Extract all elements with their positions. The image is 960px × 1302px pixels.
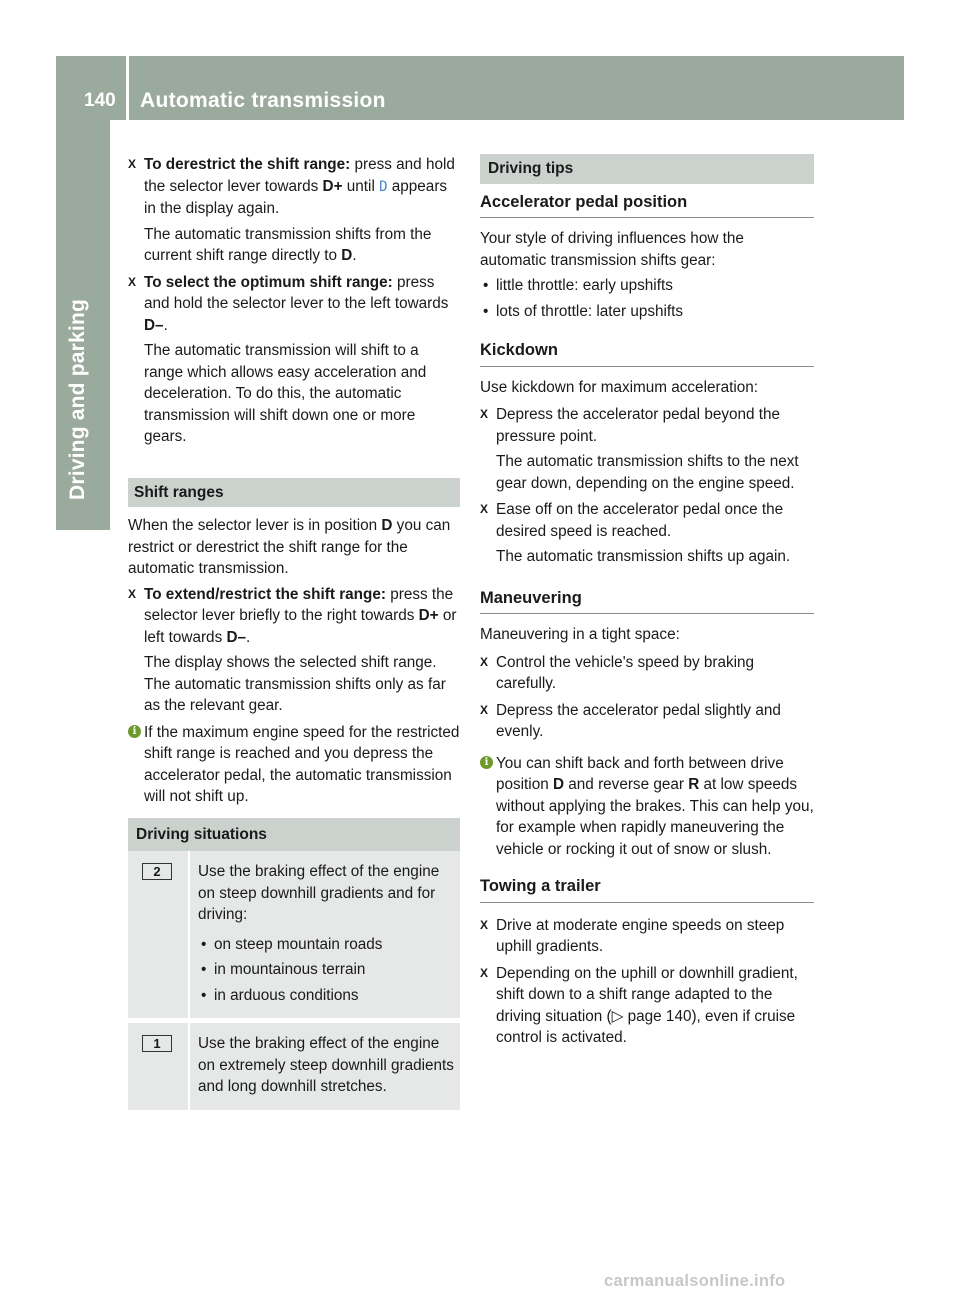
page-title: Automatic transmission	[140, 89, 386, 112]
list-item: • lots of throttle: later upshifts	[483, 302, 684, 320]
step-arrow-icon: X	[128, 157, 137, 171]
watermark: carmanualsonline.info	[604, 1272, 786, 1290]
step-maneuvering-1: X Control the vehicle's speed by braking carefully.	[480, 653, 755, 692]
info-note-maneuvering: i You can shift back and forth between drive position D and reverse gear R at low speeds without applying the brakes. This can help you, for example when rapidly maneuvering the vehicle or rocking it out of snow or slush.	[480, 753, 814, 861]
section-bar-driving-tips: Driving tips	[480, 154, 814, 184]
table-row: 2 Use the braking effect of the engine on steep downhill gradients and for driving: • on steep mountain roads • in mountainous terrain • in arduous conditions	[128, 851, 460, 1021]
info-icon: i	[128, 725, 141, 738]
step-extend-restrict: X To extend/restrict the shift range: press the selector lever briefly to the right towards D+ or left towards D–. The display shows the selected shift range. The automatic transmission shifts only as far as the relevant gear.	[128, 585, 457, 714]
driving-situations-table	[128, 818, 460, 1110]
display-symbol: D	[379, 178, 388, 195]
step-maneuvering-2: X Depress the accelerator pedal slightly and evenly.	[480, 701, 781, 740]
table-header: Driving situations	[128, 818, 460, 852]
page-header	[56, 56, 904, 120]
section-bar-shift-ranges: Shift ranges	[128, 478, 460, 508]
info-note-shift-ranges: i If the maximum engine speed for the restricted shift range is reached and you depress the accelerator pedal, the automatic transmission will not shift up.	[128, 722, 460, 808]
list-item: • in mountainous terrain	[201, 961, 366, 978]
side-tab-label: Driving and parking	[66, 299, 89, 500]
page-ref-arrow-icon: ▷	[611, 1007, 624, 1025]
page-number: 140	[84, 90, 116, 111]
step-arrow-icon: X	[480, 965, 489, 980]
step-arrow-icon: X	[480, 654, 489, 669]
list-item: • little throttle: early upshifts	[483, 277, 673, 294]
header-divider	[126, 56, 129, 120]
gear-2-key-icon: 2	[142, 863, 172, 880]
gear-1-key-icon: 1	[142, 1035, 172, 1052]
step-arrow-icon: X	[128, 274, 137, 289]
heading-towing: Towing a trailer	[480, 876, 814, 903]
heading-kickdown: Kickdown	[480, 340, 814, 367]
info-icon: i	[480, 756, 493, 769]
heading-accelerator: Accelerator pedal position	[480, 192, 814, 219]
table-row: 1 Use the braking effect of the engine on extremely steep downhill gradients and long downhill stretches.	[128, 1021, 460, 1110]
step-arrow-icon: X	[480, 407, 489, 421]
side-tab	[56, 120, 110, 530]
left-column	[128, 154, 460, 1110]
step-optimum: X To select the optimum shift range: press and hold the selector lever to the left towards D–. The automatic transmission will shift to a range which allows easy acceleration and deceleration. To do this, the automatic transmission will shift down one or more gears.	[128, 273, 449, 445]
step-derestrict: X To derestrict the shift range: press and hold the selector lever towards D+ until D appears in the display again. The automatic transmission shifts from the current shift range directly to D.	[128, 156, 455, 264]
list-item: • in arduous conditions	[201, 986, 359, 1004]
step-towing-1: X Drive at moderate engine speeds on steep uphill gradients.	[480, 916, 785, 955]
step-arrow-icon: X	[128, 586, 137, 601]
shift-ranges-intro: When the selector lever is in position D you can restrict or derestrict the shift range for the automatic transmission.	[128, 517, 451, 577]
step-arrow-icon: X	[480, 917, 489, 932]
step-arrow-icon: X	[480, 502, 489, 516]
heading-maneuvering: Maneuvering	[480, 588, 814, 615]
step-arrow-icon: X	[480, 702, 489, 717]
step-kickdown-2: X Ease off on the accelerator pedal once the desired speed is reached. The automatic transmission shifts up again.	[480, 501, 791, 565]
right-column: Driving tips Accelerator pedal position Your style of driving influences how the automatic transmission shifts gear: • little throttle: early upshifts • lots of throttle: later upshifts Kickdown Use kickdown for maximum acceleration: X Depress the accelerator pedal beyond the pressure point. The automatic transmission shifts to the next gear down, depending on the engine speed. X Ease off on the accelerator pedal once the desired speed is reached. The automatic transmission shifts up again. Maneuvering Maneuvering in a tight space: X Control the vehicle's speed by braking carefully. X Depress the accelerator pedal slightly and evenly. i You can shift back and forth between drive position D and reverse gear R at low speeds without applying the brakes. This can help you, for example when rapidly maneuvering the vehicle or rocking it out of snow or slush. Towing a trailer X Drive at moderate engine speeds on steep uphill gradients. X Depending on the uphill or downhill gradient, shift down to a shift range adapted to the driving situation (▷ page 140), even if cruise control is activated.	[480, 154, 814, 1054]
list-item: • on steep mountain roads	[201, 935, 383, 953]
step-towing-2: X Depending on the uphill or downhill gradient, shift down to a shift range adapted to the driving situation (▷ page 140), even if cruise control is activated.	[480, 964, 798, 1046]
step-kickdown-1: X Depress the accelerator pedal beyond the pressure point. The automatic transmission shifts to the next gear down, depending on the engine speed.	[480, 406, 799, 492]
